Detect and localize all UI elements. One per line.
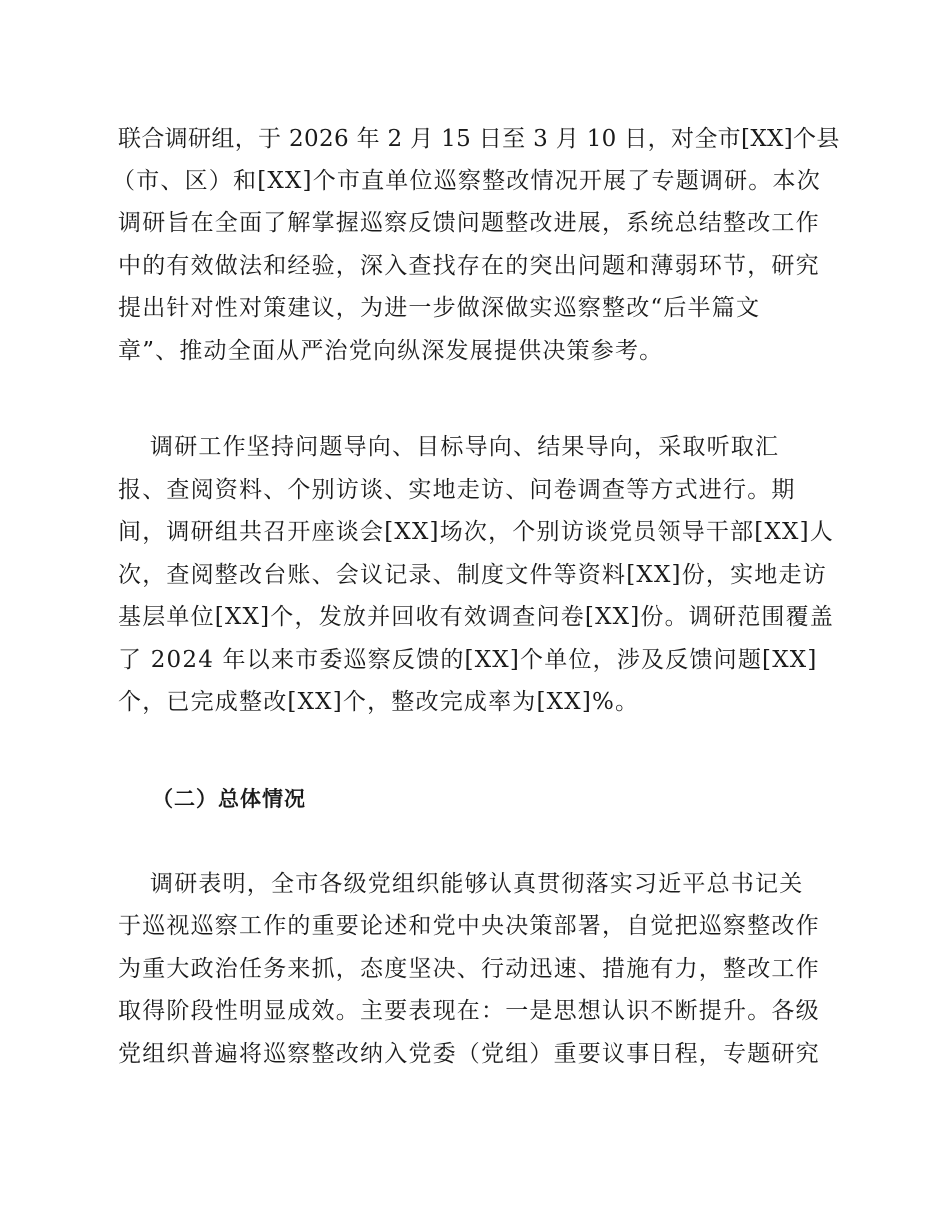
paragraph-line: 了 2024 年以来市委巡察反馈的[XX]个单位，涉及反馈问题[XX] [118, 647, 818, 673]
section-heading: （二）总体情况 [152, 786, 306, 811]
paragraph-line: （市、区）和[XX]个市直单位巡察整改情况开展了专题调研。本次 [112, 168, 821, 194]
paragraph-line: 中的有效做法和经验，深入查找存在的突出问题和薄弱环节，研究 [118, 253, 820, 279]
paragraph-line: 调研旨在全面了解掌握巡察反馈问题整改进展，系统总结整改工作 [118, 210, 820, 236]
paragraph-line: 章”、推动全面从严治党向纵深发展提供决策参考。 [118, 338, 664, 364]
paragraph-line: 于巡视巡察工作的重要论述和党中央决策部署，自觉把巡察整改作 [118, 913, 820, 939]
paragraph-line: 调研工作坚持问题导向、目标导向、结果导向，采取听取汇 [150, 434, 780, 460]
paragraph-line: 取得阶段性明显成效。主要表现在：一是思想认识不断提升。各级 [118, 998, 820, 1024]
paragraph-line: 间，调研组共召开座谈会[XX]场次，个别访谈党员领导干部[XX]人 [118, 519, 834, 545]
paragraph-line: 联合调研组，于 2026 年 2 月 15 日至 3 月 10 日，对全市[XX]个县 [118, 126, 840, 152]
paragraph-line: 基层单位[XX]个，发放并回收有效调查问卷[XX]份。调研范围覆盖 [118, 604, 834, 630]
paragraph-line: 调研表明，全市各级党组织能够认真贯彻落实习近平总书记关 [150, 871, 804, 897]
paragraph-line: 为重大政治任务来抓，态度坚决、行动迅速、措施有力，整改工作 [118, 956, 820, 982]
paragraph-line: 党组织普遍将巡察整改纳入党委（党组）重要议事日程，专题研究 [118, 1041, 820, 1067]
paragraph-line: 个，已完成整改[XX]个，整改完成率为[XX]%。 [118, 689, 640, 715]
paragraph-line: 提出针对性对策建议，为进一步做深做实巡察整改“后半篇文 [118, 295, 761, 321]
paragraph-line: 次，查阅整改台账、会议记录、制度文件等资料[XX]份，实地走访 [118, 562, 827, 588]
paragraph-line: 报、查阅资料、个别访谈、实地走访、问卷调查等方式进行。期 [118, 477, 796, 503]
